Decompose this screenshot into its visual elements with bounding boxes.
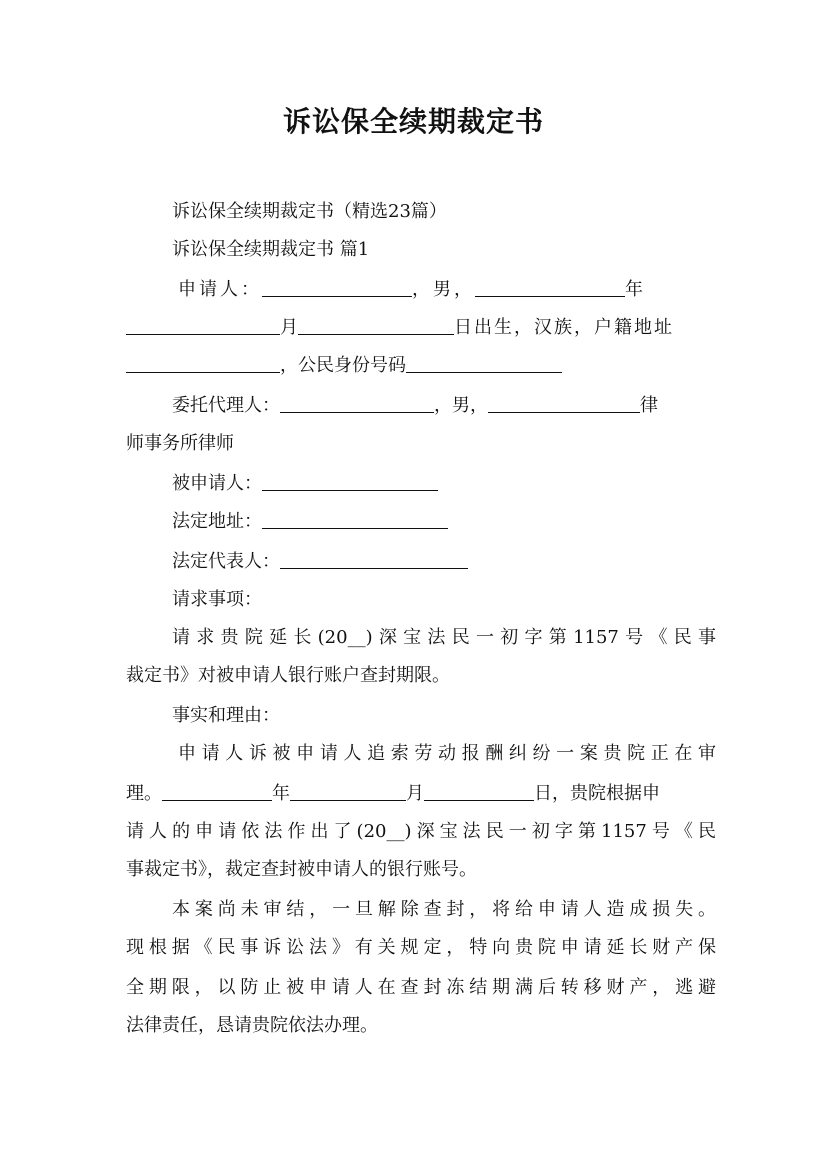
facts-paragraph-2-line-2: 现根据《民事诉讼法》有关规定，特向贵院申请延长财产保 bbox=[126, 937, 716, 958]
facts-year-text: 年 bbox=[272, 783, 290, 804]
requests-heading: 请求事项： bbox=[172, 589, 262, 610]
law-firm-blank bbox=[488, 394, 640, 413]
respondent-label: 被申请人： bbox=[172, 473, 262, 494]
legal-rep-blank bbox=[280, 550, 468, 569]
agent-name-blank bbox=[280, 394, 434, 413]
request-text-line-2: 裁定书》对被申请人银行账户查封期限。 bbox=[126, 665, 450, 686]
facts-paragraph-1-line-1: 申请人诉被申请人追索劳动报酬纠纷一案贵院正在审 bbox=[178, 743, 716, 764]
request-text-line-1: 请求贵院延长(20__)深宝法民一初字第1157号《民事 bbox=[172, 627, 716, 648]
birth-day-blank bbox=[298, 316, 454, 335]
applicant-line-3 bbox=[126, 354, 716, 378]
facts-paragraph-1-line-3: 请人的申请依法作出了(20__)深宝法民一初字第1157号《民 bbox=[126, 821, 716, 842]
document-title: 诉讼保全续期裁定书 bbox=[282, 105, 544, 138]
birth-year-blank bbox=[475, 278, 625, 297]
facts-text-d: 日，贵院根据申 bbox=[534, 783, 660, 804]
facts-heading: 事实和理由： bbox=[172, 705, 280, 726]
facts-paragraph-2-line-1: 本案尚未审结，一旦解除查封，将给申请人造成损失。 bbox=[172, 899, 716, 920]
facts-month-text: 月 bbox=[406, 783, 424, 804]
legal-rep-line bbox=[172, 550, 716, 574]
document-subtitle: 诉讼保全续期裁定书（精选23篇） bbox=[172, 201, 447, 222]
respondent-blank bbox=[262, 472, 438, 491]
facts-day-blank bbox=[424, 782, 534, 801]
applicant-name-blank bbox=[262, 278, 412, 297]
applicant-line-2 bbox=[126, 316, 716, 340]
facts-year-blank bbox=[162, 782, 272, 801]
applicant-line-1 bbox=[178, 278, 716, 302]
agent-gender-text: ，男， bbox=[434, 395, 488, 416]
legal-address-line bbox=[172, 510, 716, 534]
facts-text-a: 理。 bbox=[126, 783, 162, 804]
applicant-label: 申请人： bbox=[178, 279, 262, 300]
agent-line-1 bbox=[172, 394, 716, 418]
legal-address-label: 法定地址： bbox=[172, 511, 262, 532]
legal-address-blank bbox=[262, 510, 448, 529]
year-text: 年 bbox=[625, 279, 646, 300]
id-number-text: ，公民身份号码 bbox=[280, 355, 406, 376]
birth-month-blank bbox=[126, 316, 280, 335]
respondent-line bbox=[172, 472, 716, 496]
applicant-gender-text: ，男， bbox=[412, 279, 475, 300]
agent-label: 委托代理人： bbox=[172, 395, 280, 416]
address-blank bbox=[126, 354, 280, 373]
section-heading: 诉讼保全续期裁定书 篇1 bbox=[172, 239, 370, 260]
facts-paragraph-1-line-2 bbox=[126, 782, 716, 806]
facts-paragraph-2-line-4: 法律责任，恳请贵院依法办理。 bbox=[126, 1015, 378, 1036]
lawyer-text-start: 律 bbox=[640, 395, 658, 416]
id-number-blank bbox=[406, 354, 562, 373]
agent-line-2: 师事务所律师 bbox=[126, 433, 234, 454]
facts-paragraph-2-line-3: 全期限，以防止被申请人在查封冻结期满后转移财产，逃避 bbox=[126, 977, 716, 998]
legal-rep-label: 法定代表人： bbox=[172, 551, 280, 572]
facts-paragraph-1-line-4: 事裁定书》，裁定查封被申请人的银行账号。 bbox=[126, 859, 477, 880]
facts-month-blank bbox=[290, 782, 406, 801]
month-text: 月 bbox=[280, 317, 298, 338]
birth-text: 日出生，汉族，户籍地址 bbox=[454, 317, 674, 338]
